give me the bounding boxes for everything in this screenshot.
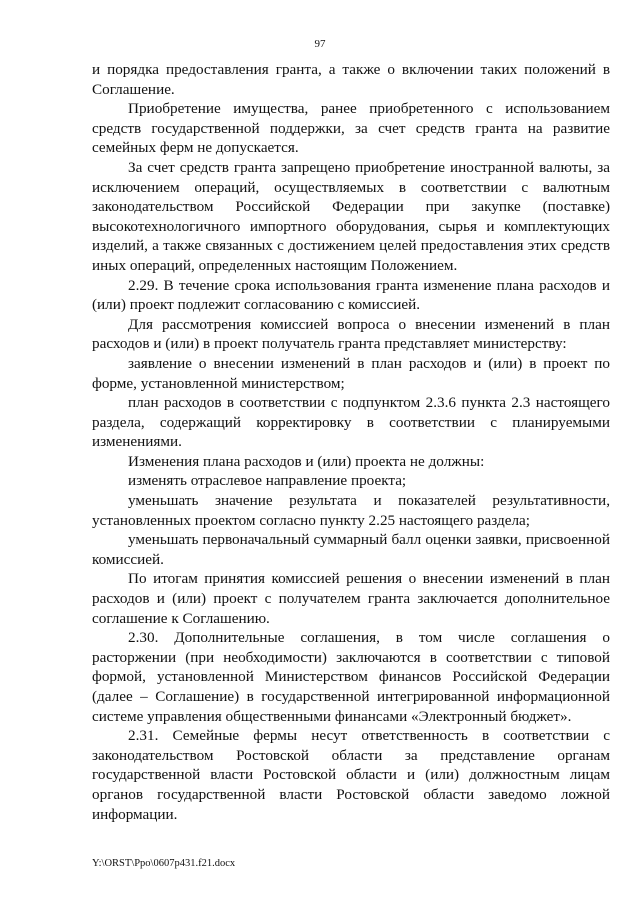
document-body [92, 60, 610, 824]
paragraph: За счет средств гранта запрещено приобретение иностранной валюты, за исключением операций, осуществляемых в соответствии с валютным законодательством Российской Федерации при закупке (поставке) высокотехнологичного импортного оборудования, сырья и комплектующих изделий, а также связанных с достижением целей предоставления этих средств иных операций, определенных настоящим Положением. [92, 158, 610, 274]
paragraph: 2.31. Семейные фермы несут ответственность в соответствии с законодательством Ростовской области за представление органам государственной власти Ростовской области и (или) должностным лицам органов государственной власти Ростовской области заведомо ложной информации. [92, 727, 610, 823]
paragraph: заявление о внесении изменений в план расходов и (или) в проект по форме, установленной министерством; [92, 354, 610, 392]
paragraph: 2.29. В течение срока использования гранта изменение плана расходов и (или) проект подлежит согласованию с комиссией. [92, 276, 610, 314]
paragraph: По итогам принятия комиссией решения о внесении изменений в план расходов и (или) проект с получателем гранта заключается дополнительное соглашение к Соглашению. [92, 570, 610, 627]
file-path-footer: Y:\ORST\Ppo\0607p431.f21.docx [92, 858, 236, 869]
paragraph: Изменения плана расходов и (или) проекта не должны: [128, 452, 485, 470]
paragraph: и порядка предоставления гранта, а также о включении таких положений в Соглашение. [92, 61, 610, 98]
paragraph: план расходов в соответствии с подпунктом 2.3.6 пункта 2.3 настоящего раздела, содержащий корректировку в соответствии с планируемыми изменениями. [92, 394, 610, 451]
paragraph: 2.30. Дополнительные соглашения, в том числе соглашения о расторжении (при необходимости) заключаются в соответствии с типовой формой, установленной Министерством финансов Российской Федерации (далее – Соглашение) в государственной интегрированной информационной системе управления общественными финансами «Электронный бюджет». [92, 629, 610, 725]
page-number: 97 [314, 38, 326, 50]
paragraph: изменять отраслевое направление проекта; [128, 472, 407, 490]
paragraph: уменьшать значение результата и показателей результативности, установленных проектом согласно пункту 2.25 настоящего раздела; [92, 492, 610, 529]
paragraph: Приобретение имущества, ранее приобретенного с использованием средств государственной поддержки, за счет средств гранта на развитие семейных ферм не допускается. [92, 100, 610, 157]
paragraph: Для рассмотрения комиссией вопроса о внесении изменений в план расходов и (или) в проект получатель гранта представляет министерству: [92, 315, 610, 353]
paragraph: уменьшать первоначальный суммарный балл оценки заявки, присвоенной комиссией. [92, 531, 610, 568]
